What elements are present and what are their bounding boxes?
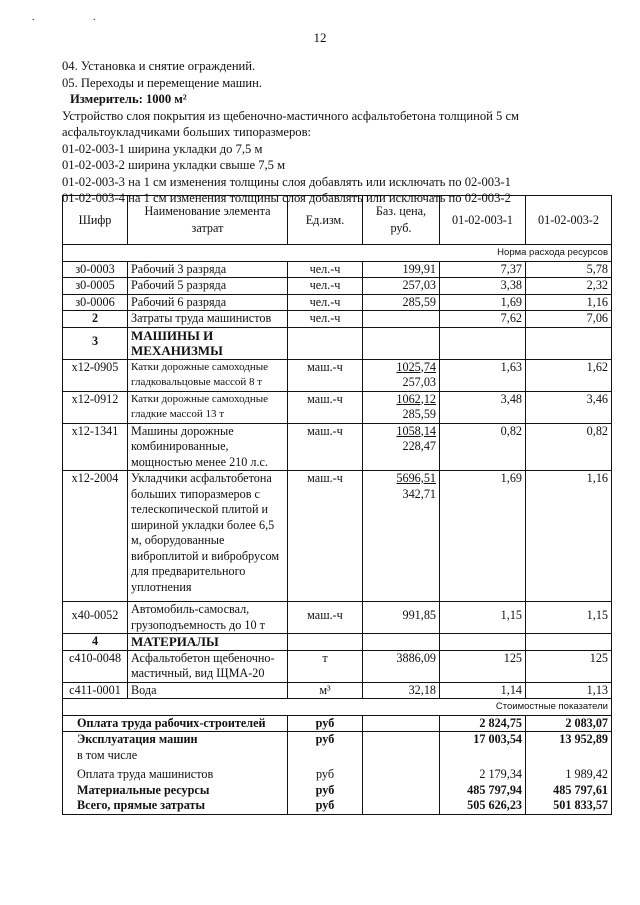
header-col2: 01-02-003-2 [526, 196, 612, 245]
price-sub: 228,47 [402, 439, 436, 453]
machinist-costs-row [63, 311, 612, 328]
cell-v1: 3,38 [440, 278, 526, 295]
cell-name: Машины дорожные комбинированные, мощностью менее 210 л.с. [128, 423, 288, 471]
total-v1: 505 626,23 [440, 798, 526, 814]
cell-unit: чел.-ч [288, 311, 363, 328]
cell-unit: т [288, 650, 363, 682]
cell-v1: 125 [440, 650, 526, 682]
description-line: Устройство слоя покрытия из щебеночно-мастичного асфальтобетона толщиной 5 см [62, 108, 520, 123]
total-label: Оплата труда рабочих-строителей [63, 715, 288, 732]
table-row [63, 278, 612, 295]
section-row [63, 327, 612, 359]
cell-code: з0-0003 [63, 261, 128, 278]
cell-code: з0-0005 [63, 278, 128, 295]
cell-v2: 1,15 [526, 602, 612, 634]
cell-v2: 2,32 [526, 278, 612, 295]
cell-price [363, 311, 440, 328]
header-name: Наименование элемента затрат [128, 196, 288, 245]
total-unit: руб [288, 783, 363, 799]
total-v2: 1 989,42 [526, 763, 612, 783]
cell-unit: маш.-ч [288, 391, 363, 423]
header-price: Баз. цена, руб. [363, 196, 440, 245]
section-row [63, 634, 612, 651]
cell-unit: чел.-ч [288, 278, 363, 295]
cell-v1: 0,82 [440, 423, 526, 471]
total-unit: руб [288, 732, 363, 764]
total-v2: 13 952,89 [526, 732, 612, 764]
empty-cell [363, 763, 440, 783]
cell-unit: маш.-ч [288, 359, 363, 391]
cell-code: х40-0052 [63, 602, 128, 634]
cell-v1: 3,48 [440, 391, 526, 423]
total-v1: 2 179,34 [440, 763, 526, 783]
cell-price: 991,85 [363, 602, 440, 634]
cell-v2: 0,82 [526, 423, 612, 471]
description-line: 01-02-003-4 на 1 см изменения толщины слоя добавлять или исключать по 02-003-2 [62, 191, 511, 205]
empty-cell [363, 798, 440, 814]
description-line: асфальтоукладчиками больших типоразмеров: [62, 125, 312, 139]
price-sub: 285,59 [402, 407, 436, 421]
table-row [63, 602, 612, 634]
section-code: 4 [63, 634, 128, 651]
intro-line: 05. Переходы и перемещение машин. [62, 75, 263, 90]
cell-v1: 1,14 [440, 682, 526, 699]
empty-cell [363, 634, 440, 651]
cell-v1: 1,69 [440, 471, 526, 602]
cell-v2: 3,46 [526, 391, 612, 423]
cell-v1: 7,62 [440, 311, 526, 328]
empty-cell [363, 732, 440, 764]
section-title: МАШИНЫ И МЕХАНИЗМЫ [128, 327, 288, 359]
cell-name: Укладчики асфальтобетона больших типоразмеров с телескопической плитой и шириной укладки более 6,5 м, оборудованные виброплитой и вибробрусом для предварительного уплотнения [128, 471, 288, 602]
corner-marks: . . [32, 12, 124, 23]
cell-code: х12-2004 [63, 471, 128, 602]
totals-row [63, 783, 612, 799]
section-code: 3 [63, 327, 128, 359]
cell-name: Вода [128, 682, 288, 699]
cell-code: с411-0001 [63, 682, 128, 699]
cell-code: х12-0905 [63, 359, 128, 391]
cell-price: 285,59 [363, 294, 440, 311]
cell-price [363, 359, 440, 391]
total-v2: 501 833,57 [526, 798, 612, 814]
band-row [63, 245, 612, 262]
cell-v2: 1,16 [526, 294, 612, 311]
table-row [63, 650, 612, 682]
cell-price [363, 471, 440, 602]
cell-price: 257,03 [363, 278, 440, 295]
cell-v2: 1,16 [526, 471, 612, 602]
price-sub: 342,71 [402, 486, 436, 501]
cell-price: 3886,09 [363, 650, 440, 682]
table-row [63, 261, 612, 278]
cell-v1: 1,63 [440, 359, 526, 391]
intro-block [62, 58, 622, 207]
cell-name: Автомобиль-самосвал, грузоподъемность до 10 т [128, 602, 288, 634]
price-main: 1058,14 [396, 423, 436, 438]
intro-line: 04. Установка и снятие ограждений. [62, 59, 256, 73]
cell-code: з0-0006 [63, 294, 128, 311]
cell-name: Катки дорожные самоходные гладковальцовые массой 8 т [128, 359, 288, 391]
totals-row [63, 715, 612, 732]
cell-code: с410-0048 [63, 650, 128, 682]
table-row [63, 359, 612, 391]
table-row [63, 471, 612, 602]
section-title: МАТЕРИАЛЫ [128, 634, 288, 651]
cell-unit: маш.-ч [288, 602, 363, 634]
empty-cell [526, 634, 612, 651]
empty-cell [363, 327, 440, 359]
total-v1: 485 797,94 [440, 783, 526, 799]
cell-price: 199,91 [363, 261, 440, 278]
total-v1: 17 003,54 [440, 732, 526, 764]
total-v2: 485 797,61 [526, 783, 612, 799]
header-unit: Ед.изм. [288, 196, 363, 245]
total-label: Всего, прямые затраты [63, 798, 288, 814]
cell-code: х12-1341 [63, 423, 128, 471]
total-sublabel: в том числе [77, 747, 138, 762]
cell-v2: 1,62 [526, 359, 612, 391]
meter-label: Измеритель: 1000 м² [70, 92, 187, 106]
cell-v2: 1,13 [526, 682, 612, 699]
empty-cell [440, 634, 526, 651]
cell-v2: 7,06 [526, 311, 612, 328]
empty-cell [363, 715, 440, 732]
cell-name: Затраты труда машинистов [128, 311, 288, 328]
header-row [63, 196, 612, 245]
table-row [63, 391, 612, 423]
cell-v2: 125 [526, 650, 612, 682]
totals-row [63, 763, 612, 783]
empty-cell [288, 634, 363, 651]
norms-table [62, 195, 612, 815]
cell-name: Катки дорожные самоходные гладкие массой 13 т [128, 391, 288, 423]
cell-unit: чел.-ч [288, 294, 363, 311]
price-sub: 257,03 [402, 375, 436, 389]
total-v1: 2 824,75 [440, 715, 526, 732]
total-label: Оплата труда машинистов [63, 763, 288, 783]
cell-name: Рабочий 5 разряда [128, 278, 288, 295]
price-main: 1062,12 [396, 391, 436, 406]
band-row [63, 699, 612, 716]
header-col1: 01-02-003-1 [440, 196, 526, 245]
cell-price [363, 423, 440, 471]
total-label-text: Эксплуатация машин [77, 732, 198, 746]
description-line: 01-02-003-2 ширина укладки свыше 7,5 м [62, 158, 286, 172]
page-number: 12 [313, 30, 327, 45]
band-norms: Норма расхода ресурсов [63, 245, 612, 262]
totals-row [63, 798, 612, 814]
total-unit: руб [288, 763, 363, 783]
empty-cell [526, 327, 612, 359]
cell-code: х12-0912 [63, 391, 128, 423]
cell-v1: 1,15 [440, 602, 526, 634]
cell-price: 32,18 [363, 682, 440, 699]
band-costs: Стоимостные показатели [63, 699, 612, 716]
cell-price [363, 391, 440, 423]
total-unit: руб [288, 798, 363, 814]
cell-v1: 7,37 [440, 261, 526, 278]
header-code: Шифр [63, 196, 128, 245]
description-line: 01-02-003-1 ширина укладки до 7,5 м [62, 141, 263, 156]
cell-unit: чел.-ч [288, 261, 363, 278]
description-line: 01-02-003-3 на 1 см изменения толщины слоя добавлять или исключать по 02-003-1 [62, 174, 511, 189]
cell-name: Асфальтобетон щебеночно-мастичный, вид ЩМА-20 [128, 650, 288, 682]
cell-name: Рабочий 3 разряда [128, 261, 288, 278]
total-v2: 2 083,07 [526, 715, 612, 732]
table-row [63, 294, 612, 311]
cell-v1: 1,69 [440, 294, 526, 311]
table-row [63, 682, 612, 699]
empty-cell [363, 783, 440, 799]
cell-code: 2 [63, 311, 128, 328]
cell-unit: м³ [288, 682, 363, 699]
cell-name: Рабочий 6 разряда [128, 294, 288, 311]
total-label [63, 732, 288, 764]
table-row [63, 423, 612, 471]
empty-cell [440, 327, 526, 359]
price-main: 1025,74 [396, 359, 436, 374]
cell-unit: маш.-ч [288, 423, 363, 471]
price-main: 5696,51 [396, 471, 436, 485]
total-label: Материальные ресурсы [63, 783, 288, 799]
totals-row [63, 732, 612, 764]
empty-cell [288, 327, 363, 359]
cell-v2: 5,78 [526, 261, 612, 278]
cell-unit: маш.-ч [288, 471, 363, 602]
total-unit: руб [288, 715, 363, 732]
